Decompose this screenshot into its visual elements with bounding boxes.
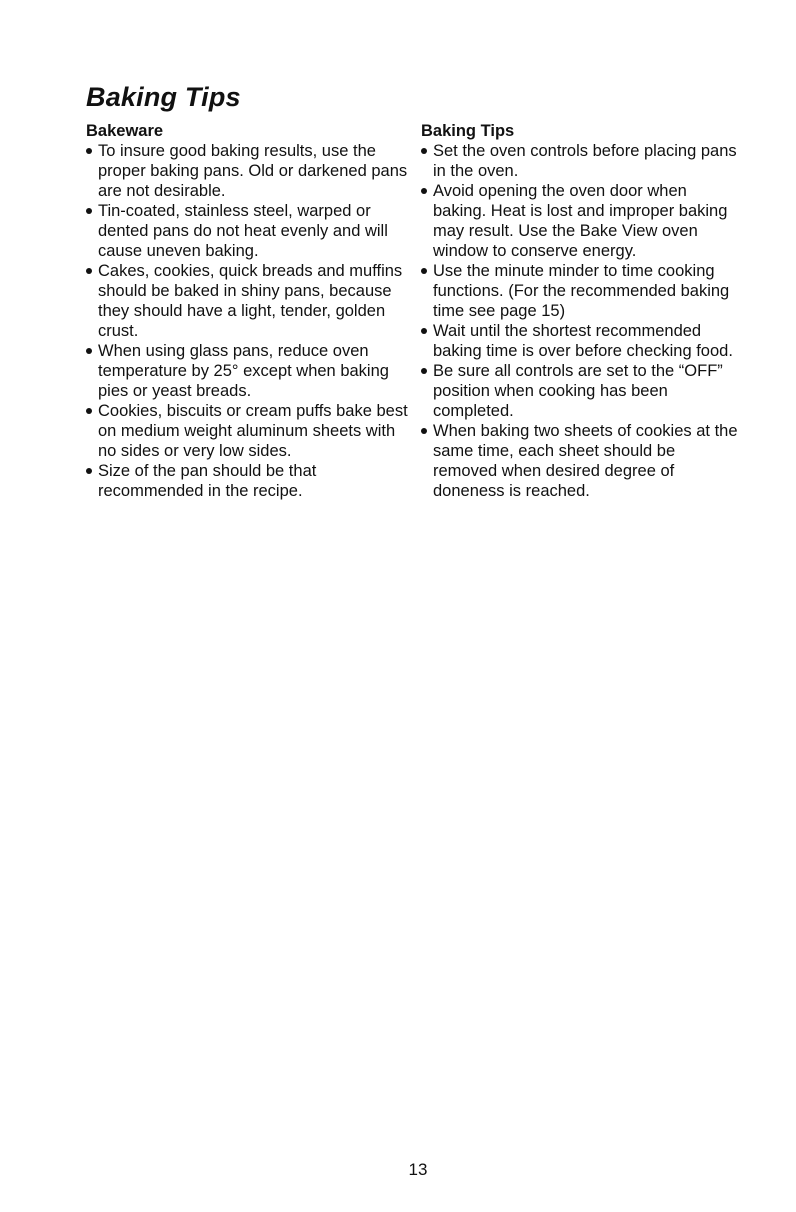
bakeware-tip: To insure good baking results, use the proper baking pans. Old or darkened pans are not desirable. <box>86 141 408 201</box>
baking-tip: Use the minute minder to time cooking functions. (For the recommended baking time see page 15) <box>421 261 741 321</box>
bakeware-heading: Bakeware <box>86 122 164 140</box>
baking-tips-section <box>421 121 741 501</box>
baking-tip: Avoid opening the oven door when baking. Heat is lost and improper baking may result. Use the Bake View oven window to conserve energy. <box>421 181 741 261</box>
baking-tip: Be sure all controls are set to the “OFF” position when cooking has been completed. <box>421 361 741 421</box>
bakeware-tip: Tin-coated, stainless steel, warped or dented pans do not heat evenly and will cause uneven baking. <box>86 201 408 261</box>
bakeware-list <box>86 141 408 501</box>
baking-tip: Set the oven controls before placing pans in the oven. <box>421 141 741 181</box>
baking-tips-list <box>421 141 741 501</box>
baking-tip: When baking two sheets of cookies at the same time, each sheet should be removed when desired degree of doneness is reached. <box>421 421 741 501</box>
page-title: Baking Tips <box>86 82 241 112</box>
page-number: 13 <box>408 1160 428 1179</box>
bakeware-tip: Size of the pan should be that recommended in the recipe. <box>86 461 408 501</box>
bakeware-tip: When using glass pans, reduce oven temperature by 25° except when baking pies or yeast breads. <box>86 341 408 401</box>
bakeware-tip: Cookies, biscuits or cream puffs bake best on medium weight aluminum sheets with no sides or very low sides. <box>86 401 408 461</box>
bakeware-section <box>86 121 408 501</box>
baking-tip: Wait until the shortest recommended baking time is over before checking food. <box>421 321 741 361</box>
bakeware-tip: Cakes, cookies, quick breads and muffins should be baked in shiny pans, because they should have a light, tender, golden crust. <box>86 261 408 341</box>
baking-tips-heading: Baking Tips <box>421 122 515 140</box>
